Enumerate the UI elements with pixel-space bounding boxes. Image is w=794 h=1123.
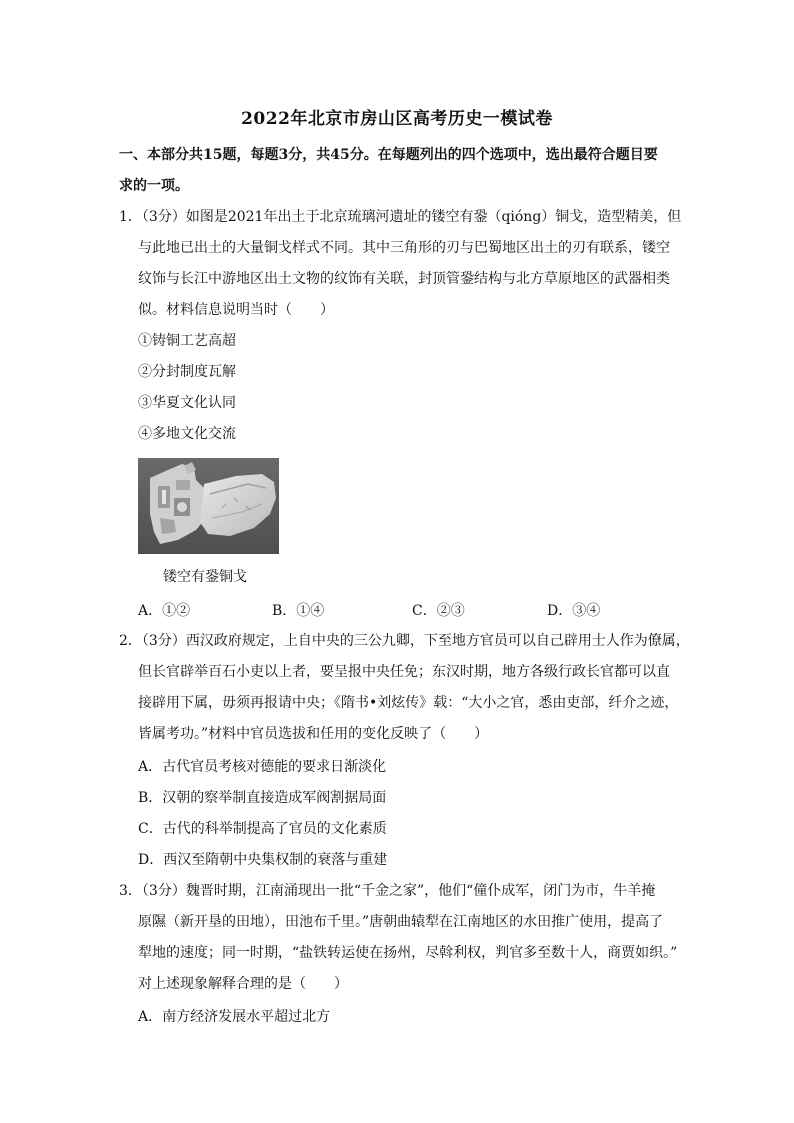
q3-stem-line-1: 3．（3分）魏晋时期，江南涌现出一批“千金之家”，他们“僮仆成军，闭门为市，牛羊掩 — [119, 883, 656, 899]
q2-stem-line-3: 接辟用下属，毋须再报请中央；《隋书•刘炫传》载：“大小之官，悉由吏部，纤介之迹， — [138, 695, 679, 711]
q3-stem-line-3: 犁地的速度；同一时期，“盐铁转运使在扬州，尽斡利权，判官多至数十人，商贾如织。” — [138, 945, 678, 961]
q1-stem-line-1: 1．（3分）如图是2021年出土于北京琉璃河遗址的镂空有銎（qióng）铜戈，造型精美，但 — [119, 209, 682, 225]
q1-option-b[interactable]: B．①④ — [272, 603, 325, 619]
q2-stem-line-1: 2．（3分）西汉政府规定，上自中央的三公九卿，下至地方官员可以自己辟用士人作为僚属， — [119, 633, 690, 649]
q1-item-4: ④多地文化交流 — [138, 426, 236, 442]
q1-item-2: ②分封制度瓦解 — [138, 364, 236, 380]
q1-stem-line-2: 与此地已出土的大量铜戈样式不同。其中三角形的刃与巴蜀地区出土的刃有联系，镂空 — [138, 240, 670, 256]
q1-option-d[interactable]: D．③④ — [547, 603, 601, 619]
q2-option-d[interactable]: D．西汉至隋朝中央集权制的衰落与重建 — [138, 852, 388, 868]
q1-option-c[interactable]: C．②③ — [412, 603, 465, 619]
q1-image-caption: 镂空有銎铜戈 — [163, 569, 247, 585]
q1-stem-line-4: 似。材料信息说明当时（ ） — [138, 302, 334, 318]
q3-stem-line-4: 对上述现象解释合理的是（ ） — [138, 976, 348, 992]
q2-option-c[interactable]: C．古代的科举制提高了官员的文化素质 — [138, 821, 387, 837]
q2-stem-line-4: 皆属考功。”材料中官员选拔和任用的变化反映了（ ） — [138, 726, 489, 742]
q1-item-3: ③华夏文化认同 — [138, 395, 236, 411]
q3-option-a[interactable]: A．南方经济发展水平超过北方 — [138, 1009, 331, 1025]
section-instruction-line-1: 一、本部分共15题，每题3分，共45分。在每题列出的四个选项中，选出最符合题目要 — [119, 147, 658, 163]
q2-stem-line-2: 但长官辟举百石小吏以上者，要呈报中央任免；东汉时期，地方各级行政长官都可以直 — [138, 664, 670, 680]
q1-option-a[interactable]: A．①② — [138, 603, 191, 619]
q1-stem-line-3: 纹饰与长江中游地区出土文物的纹饰有关联，封顶管銎结构与北方草原地区的武器相类 — [138, 271, 670, 287]
page-title: 2022年北京市房山区高考历史一模试卷 — [241, 109, 553, 129]
q2-option-b[interactable]: B．汉朝的察举制直接造成军阀割据局面 — [138, 790, 387, 806]
q1-item-1: ①铸铜工艺高超 — [138, 333, 236, 349]
q3-stem-line-2: 原隰（新开垦的田地），田池布千里。”唐朝曲辕犁在江南地区的水田推广使用，提高了 — [138, 914, 664, 930]
section-instruction-line-2: 求的一项。 — [119, 178, 189, 194]
q2-option-a[interactable]: A．古代官员考核对德能的要求日渐淡化 — [138, 759, 387, 775]
bronze-ge-photo — [138, 458, 279, 554]
